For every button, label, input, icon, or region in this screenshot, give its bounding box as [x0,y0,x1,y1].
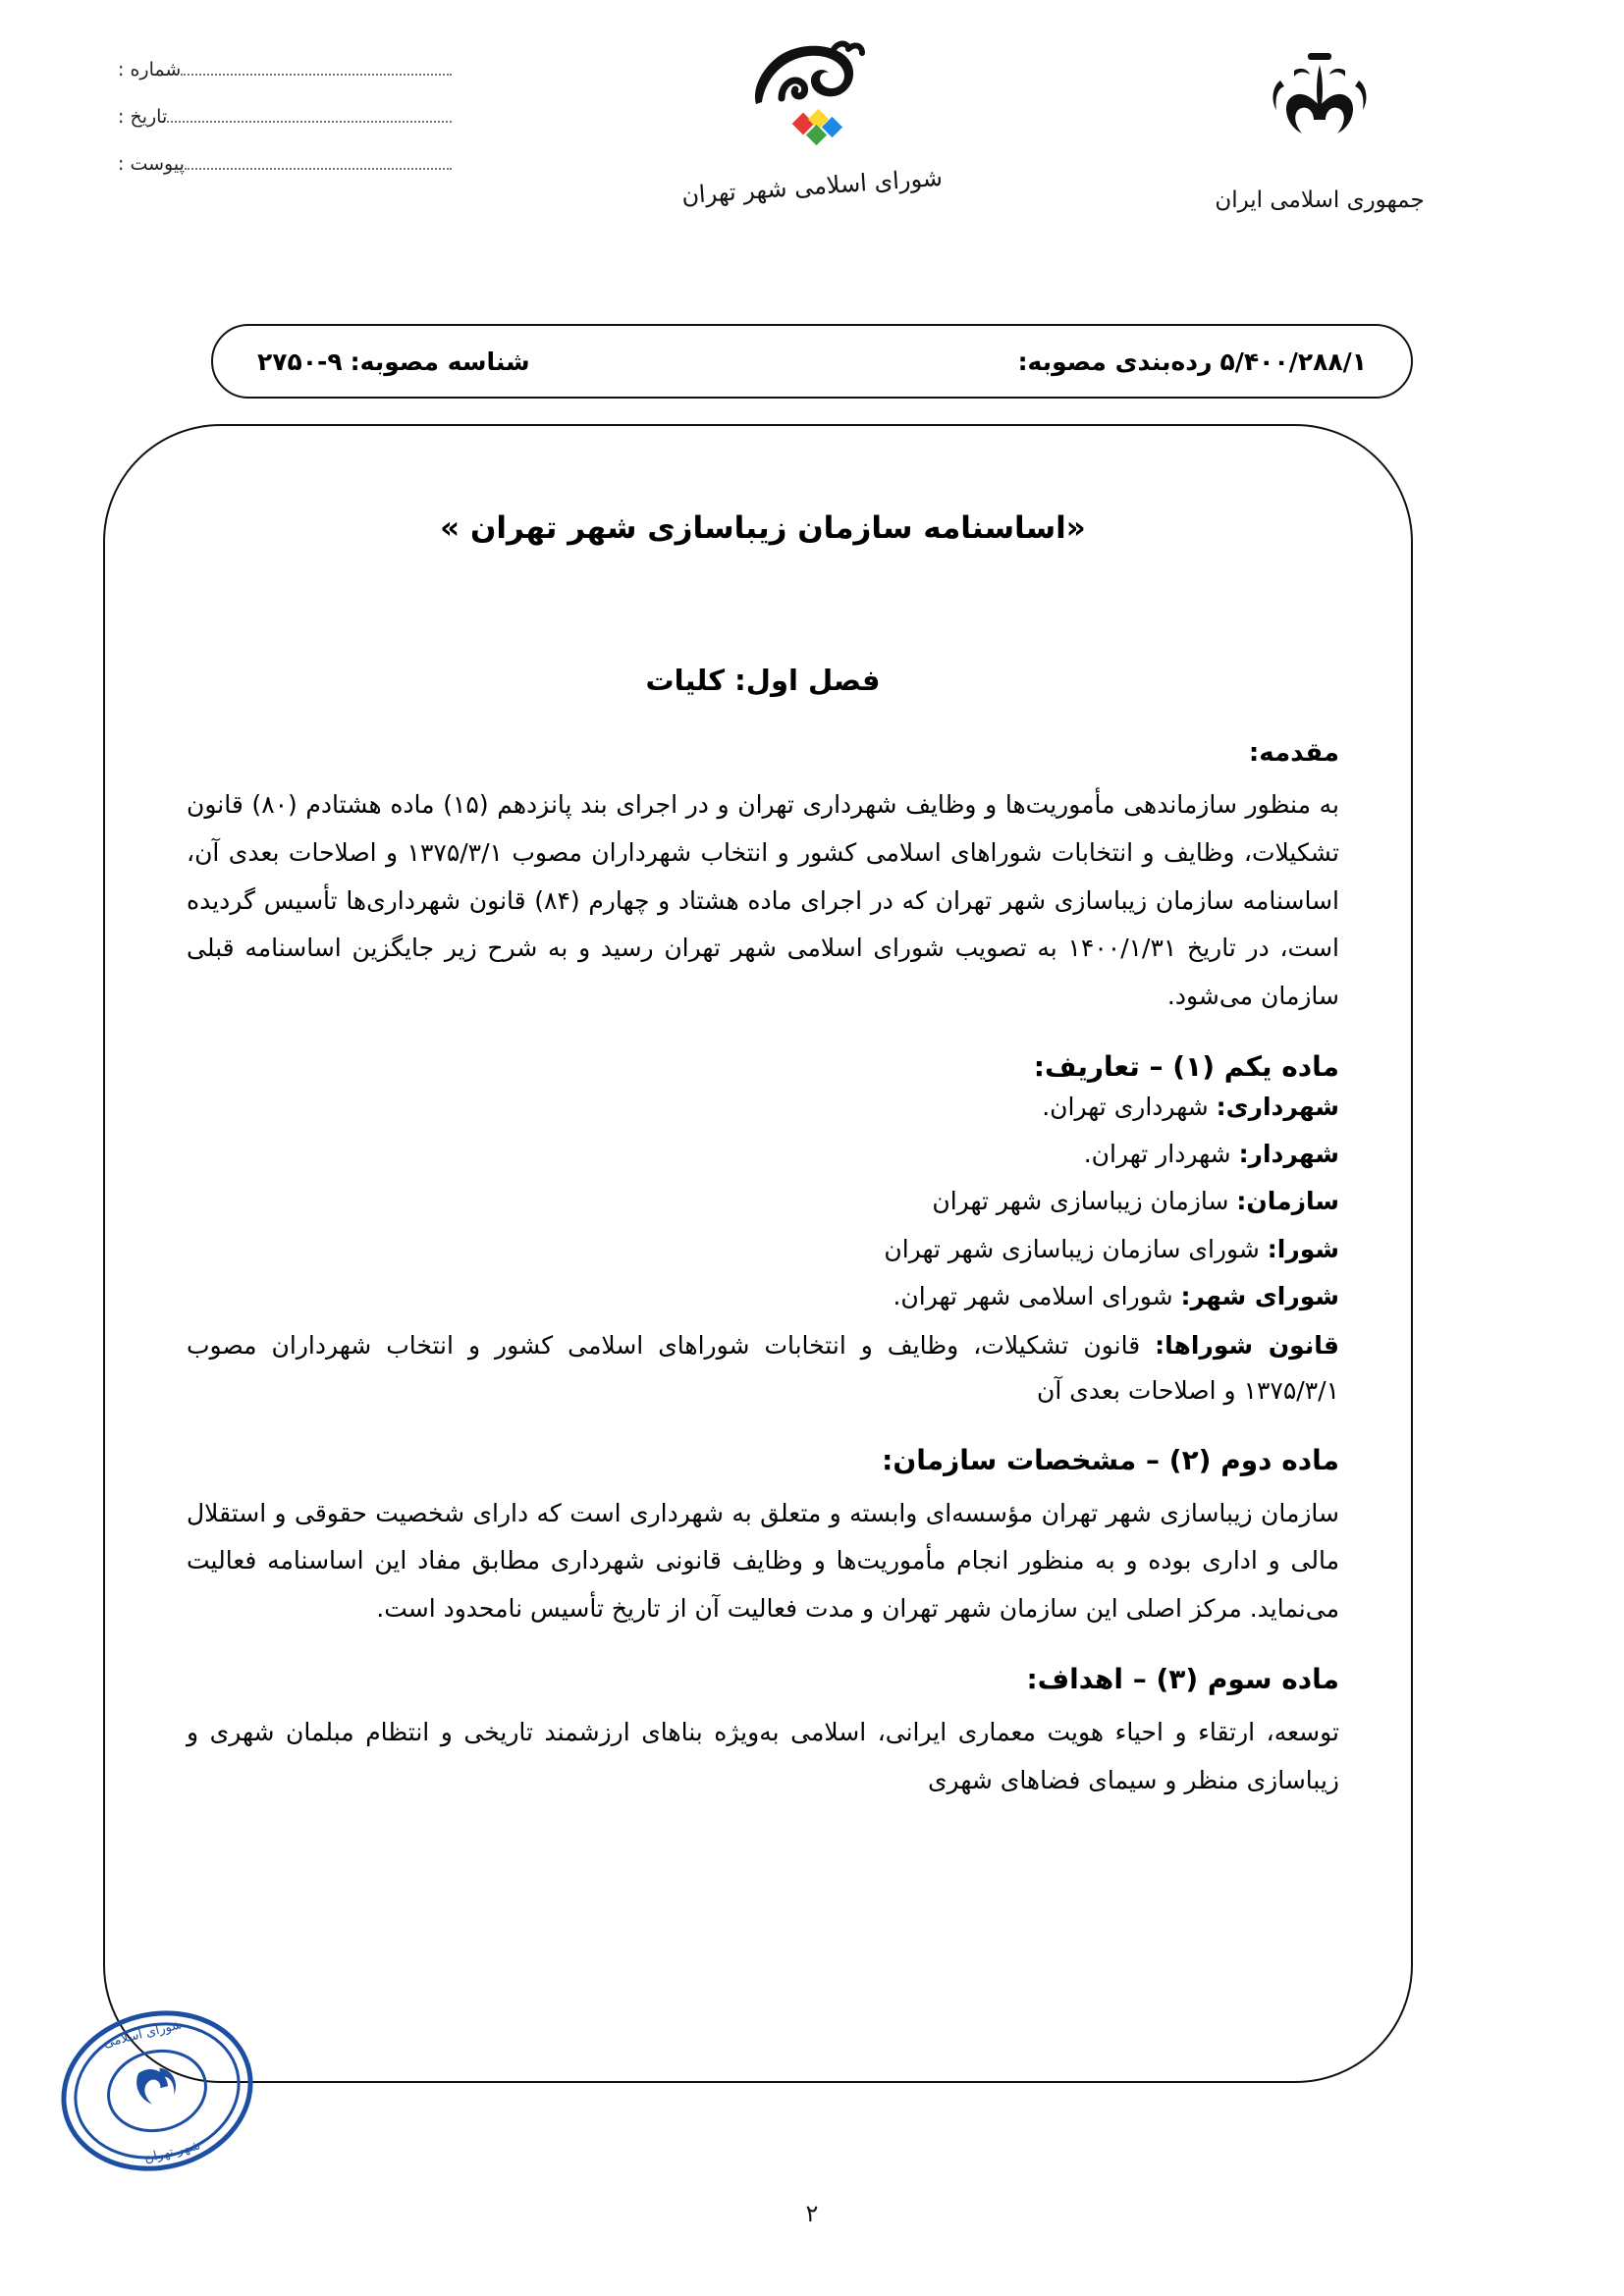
approval-id-group [257,347,530,376]
definition-value: سازمان زیباسازی شهر تهران [932,1187,1229,1216]
approval-id-label: شناسه مصوبه: [350,347,530,376]
article-three-text: توسعه، ارتقاء و احیاء هویت معماری ایرانی، اسلامی به‌ویژه بناهای ارزشمند تاریخی و انتظام مبلمان شهری و زیباسازی منظر و سیمای فضاهای شهری [187,1717,1339,1794]
council-logo-caption: شورای اسلامی شهر تهران [680,163,944,210]
form-row-date [118,106,461,128]
form-label-number: شماره : [118,59,182,80]
councils-law-definition [187,1323,1339,1415]
definition-value: شورای اسلامی شهر تهران. [893,1281,1173,1310]
councils-law-text: قانون تشکیلات، وظایف و انتخابات شوراهای اسلامی کشور و انتخاب شهرداران مصوب ۱۳۷۵/۳/۱ و اصلاحات بعدی آن [187,1331,1339,1406]
article-two-heading: ماده دوم (۲) – مشخصات سازمان: [882,1443,1339,1476]
definition-value: شورای سازمان زیباسازی شهر تهران [884,1234,1260,1263]
form-dots-date [167,120,452,123]
form-row-attachment [118,153,461,175]
definition-item [187,1132,1339,1177]
chapter-title: فصل اول: کلیات [645,664,881,697]
definition-term: شهرداری: [1216,1092,1339,1121]
definition-value: شهردار تهران. [1083,1140,1231,1168]
document-body [187,461,1339,2052]
header-form-fields [118,59,461,200]
national-emblem-caption: جمهوری اسلامی ایران [1215,187,1425,213]
definition-term: شورا: [1267,1234,1339,1263]
form-dots-attachment [185,167,452,170]
page-header [0,0,1624,304]
definition-item [187,1179,1339,1224]
classification-label: رده‌بندی مصوبه: [1017,347,1213,376]
page-number: ۲ [805,2200,819,2227]
approval-meta-bar [211,324,1413,399]
council-logo [606,39,1018,210]
page-title: «اساسنامه سازمان زیباسازی شهر تهران » [440,510,1086,546]
preamble-label: مقدمه: [1248,738,1339,768]
classification-value: ۵/۴۰۰/۲۸۸/۱ [1219,347,1367,376]
svg-text:شورای اسلامی: شورای اسلامی [102,2017,185,2052]
national-emblem [1182,47,1457,213]
iran-emblem-icon [1251,47,1388,170]
council-logo-icon [738,39,886,167]
definition-term: سازمان: [1236,1187,1339,1216]
approval-id-value: ۲۷۵۰-۹ [257,347,343,376]
definition-item [187,1085,1339,1130]
definition-value: شهرداری تهران. [1042,1092,1209,1121]
definition-term: شهردار: [1238,1140,1339,1168]
official-seal-icon [39,1993,275,2189]
form-label-date: تاریخ : [118,106,168,128]
form-row-number [118,59,461,80]
article-one-heading: ماده یکم (۱) – تعاریف: [1033,1049,1339,1083]
councils-law-term: قانون شوراها: [1155,1331,1339,1360]
definition-item [187,1274,1339,1319]
form-dots-number [181,73,452,76]
form-label-attachment: پیوست : [118,153,185,175]
classification-group [1018,347,1367,376]
definition-item [187,1227,1339,1272]
svg-text:شهر تهران: شهر تهران [142,2138,202,2166]
council-logo-mark [738,39,886,167]
article-two-text: سازمان زیباسازی شهر تهران مؤسسه‌ای وابسته و متعلق به شهرداری است که دارای شخصیت حقوقی و استقلال مالی و اداری بوده و به منظور انجام مأموریت‌ها و وظایف قانونی شهرداری مطابق مفاد این اساسنامه فعالیت می‌نماید. مرکز اصلی این سازمان شهر تهران و مدت فعالیت آن از تاریخ تأسیس نامحدود است. [187,1498,1339,1623]
article-three-heading: ماده سوم (۳) – اهداف: [1026,1662,1339,1695]
definition-term: شورای شهر: [1180,1281,1339,1310]
official-seal [39,1993,275,2189]
preamble-text: به منظور سازماندهی مأموریت‌ها و وظایف شهرداری تهران و در اجرای بند پانزدهم (۱۵) ماده هشتادم (۸۰) قانون تشکیلات، وظایف و انتخابات شوراهای اسلامی کشور و انتخاب شهرداران مصوب ۱۳۷۵/۳/۱ و اصلاحات بعدی آن، اساسنامه سازمان زیباسازی شهر تهران که در اجرای ماده هشتاد و چهارم (۸۴) قانون شهرداری‌ها تأسیس گردیده است، در تاریخ ۱۴۰۰/۱/۳۱ به تصویب شورای اسلامی شهر تهران رسید و به شرح زیر جایگزین اساسنامه قبلی سازمان می‌شود. [187,790,1340,1010]
